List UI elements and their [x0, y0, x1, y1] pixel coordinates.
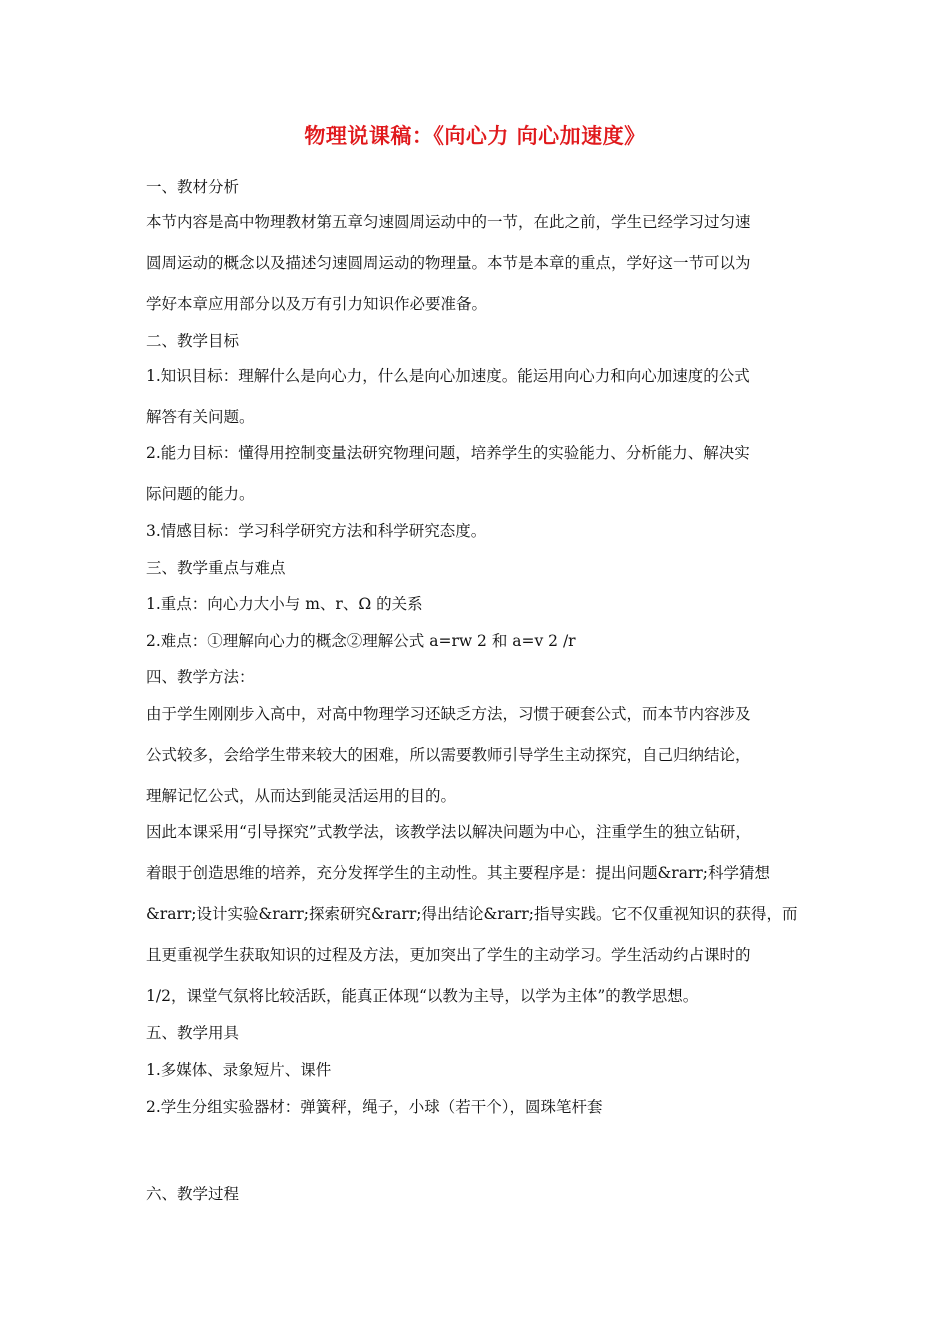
paragraph-line: 圆周运动的概念以及描述匀速圆周运动的物理量。本节是本章的重点，学好这一节可以为: [146, 254, 751, 272]
paragraph-line: 2.学生分组实验器材：弹簧秤，绳子，小球（若干个），圆珠笔杆套: [146, 1098, 603, 1116]
paragraph-line: &rarr;设计实验&rarr;探索研究&rarr;得出结论&rarr;指导实践。它不仅重视知识的获得，而: [146, 905, 798, 923]
paragraph-line: 2.能力目标：懂得用控制变量法研究物理问题，培养学生的实验能力、分析能力、解决实: [146, 444, 750, 462]
heading-key-points: 三、教学重点与难点: [146, 559, 286, 577]
paragraph-line: 本节内容是高中物理教材第五章匀速圆周运动中的一节，在此之前，学生已经学习过匀速: [146, 213, 751, 231]
paragraph-line: 因此本课采用“引导探究”式教学法，该教学法以解决问题为中心，注重学生的独立钻研，: [146, 823, 751, 841]
heading-teaching-method: 四、教学方法：: [146, 668, 255, 686]
paragraph-line: 理解记忆公式，从而达到能灵活运用的目的。: [146, 787, 457, 805]
paragraph-line: 1.重点：向心力大小与 m、r、Ω 的关系: [146, 595, 423, 613]
document-title: 物理说课稿：《向心力 向心加速度》: [304, 123, 646, 148]
paragraph-line: 1.知识目标：理解什么是向心力，什么是向心加速度。能运用向心力和向心加速度的公式: [146, 367, 750, 385]
paragraph-line: 由于学生刚刚步入高中，对高中物理学习还缺乏方法，习惯于硬套公式，而本节内容涉及: [146, 705, 751, 723]
heading-teaching-tools: 五、教学用具: [146, 1024, 240, 1042]
paragraph-line: 且更重视学生获取知识的过程及方法，更加突出了学生的主动学习。学生活动约占课时的: [146, 946, 751, 964]
paragraph-line: 际问题的能力。: [146, 485, 255, 503]
heading-textbook-analysis: 一、教材分析: [146, 178, 240, 196]
paragraph-line: 解答有关问题。: [146, 408, 255, 426]
paragraph-line: 2.难点：①理解向心力的概念②理解公式 a=rw 2 和 a=v 2 /r: [146, 632, 576, 650]
paragraph-line: 学好本章应用部分以及万有引力知识作必要准备。: [146, 295, 488, 313]
paragraph-line: 3.情感目标：学习科学研究方法和科学研究态度。: [146, 522, 487, 540]
paragraph-line: 着眼于创造思维的培养，充分发挥学生的主动性。其主要程序是：提出问题&rarr;科学猜想: [146, 864, 770, 882]
paragraph-line: 公式较多，会给学生带来较大的困难，所以需要教师引导学生主动探究，自己归纳结论，: [146, 746, 751, 764]
paragraph-line: 1.多媒体、录象短片、课件: [146, 1061, 332, 1079]
heading-teaching-process: 六、教学过程: [146, 1185, 240, 1203]
heading-teaching-goals: 二、教学目标: [146, 332, 240, 350]
paragraph-line: 1/2，课堂气氛将比较活跃，能真正体现“以教为主导，以学为主体”的教学思想。: [146, 987, 699, 1005]
